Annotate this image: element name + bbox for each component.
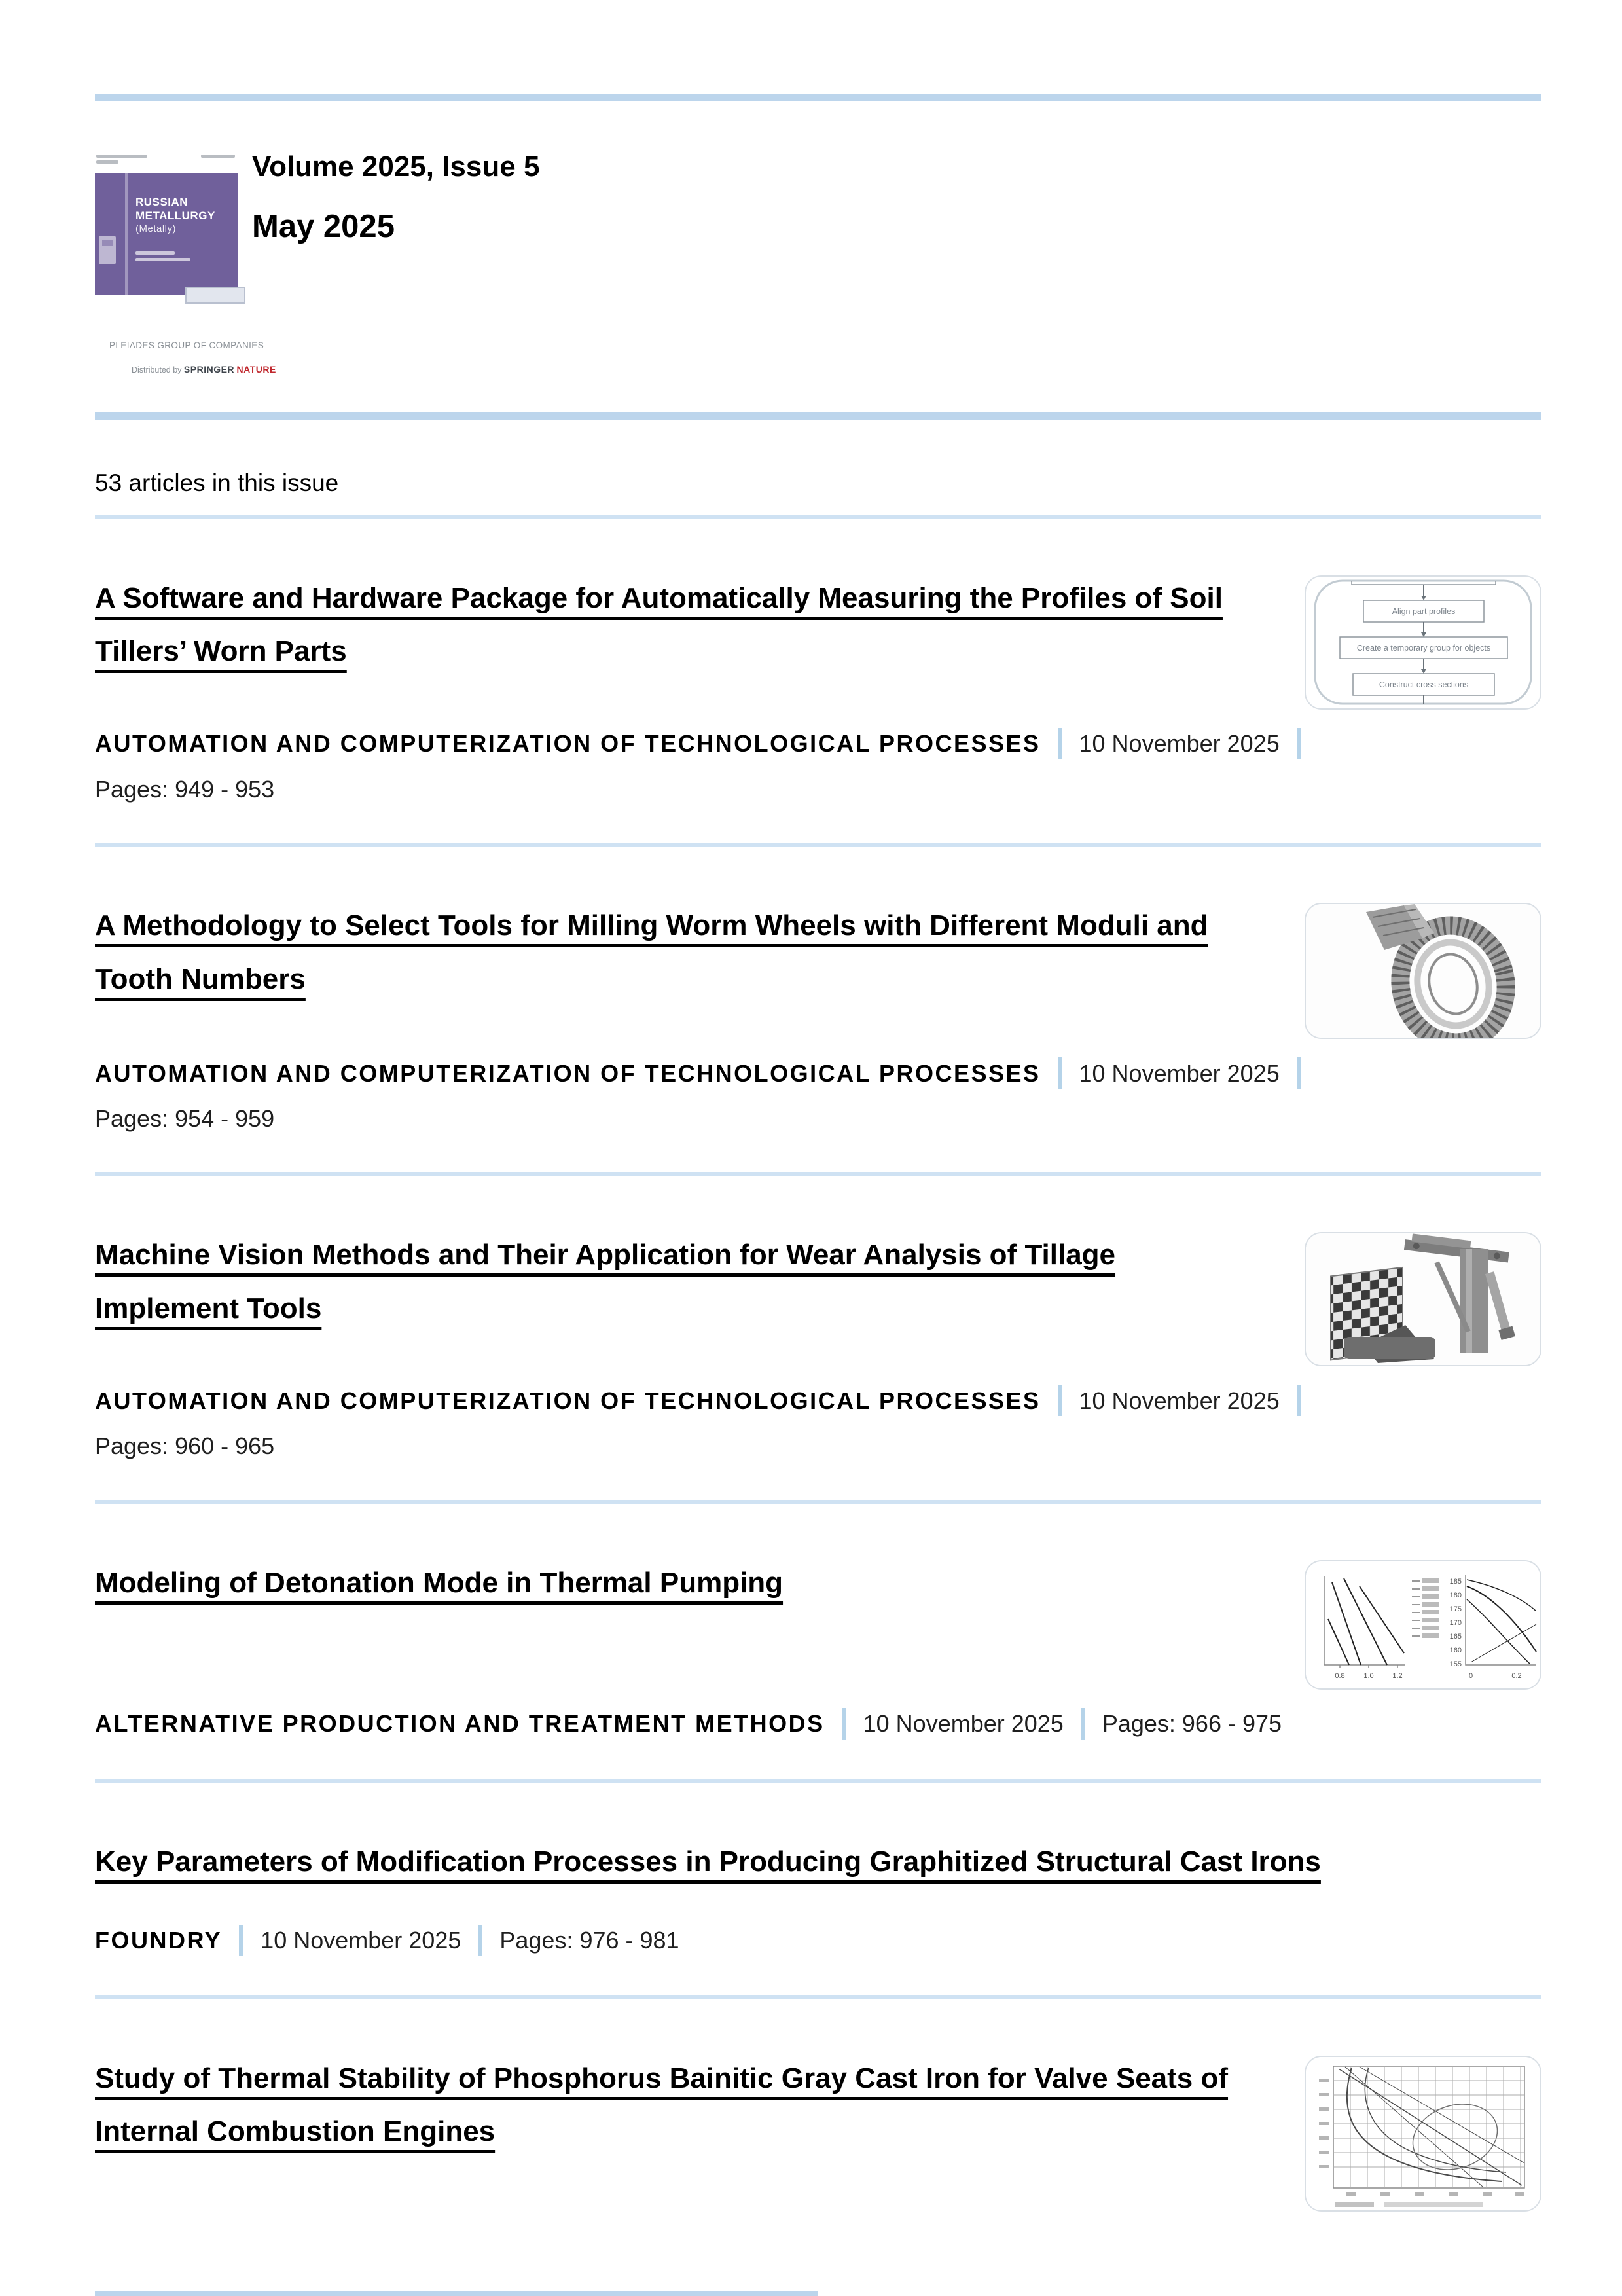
meta-separator: [1297, 1385, 1301, 1416]
cover-masthead-left: [96, 155, 147, 166]
meta-separator: [1297, 1057, 1301, 1089]
cover-editor-line: [135, 258, 190, 261]
publisher-group-row: [103, 335, 264, 355]
machine-vision-thumbnail-image: [1306, 1233, 1540, 1365]
springer-brand: SPRINGER: [183, 364, 235, 374]
article-category: AUTOMATION AND COMPUTERIZATION OF TECHNOLOGICAL PROCESSES: [95, 1059, 1041, 1087]
cover-masthead-text: [95, 134, 238, 173]
meta-separator: [478, 1925, 482, 1956]
article-meta: [95, 1708, 1541, 1740]
article-category: FOUNDRY: [95, 1927, 223, 1954]
article-count: 53 articles in this issue: [95, 469, 339, 496]
worm-gear-thumbnail-image: [1306, 904, 1540, 1038]
article-item: [95, 1176, 1541, 1499]
cover-column: [95, 134, 276, 374]
publisher-block: [95, 335, 276, 374]
article-list: [95, 519, 1541, 2269]
article-item: [95, 847, 1541, 1172]
article-meta: [95, 1925, 1541, 1956]
cover-spine: [125, 173, 128, 295]
x-tick: 1.2: [1392, 1671, 1403, 1680]
article-thumbnail[interactable]: [1305, 1560, 1541, 1690]
meta-separator: [1058, 1385, 1062, 1416]
bottom-accent-bar: [95, 2291, 818, 2296]
article-category: AUTOMATION AND COMPUTERIZATION OF TECHNOLOGICAL PROCESSES: [95, 1387, 1041, 1414]
article-category: AUTOMATION AND COMPUTERIZATION OF TECHNOLOGICAL PROCESSES: [95, 730, 1041, 757]
article-meta: [95, 728, 1541, 803]
top-accent-bar: [95, 94, 1541, 101]
cover-editor-line: [135, 251, 175, 255]
article-item: [95, 1783, 1541, 1995]
article-thumbnail[interactable]: [1305, 903, 1541, 1039]
cover-journal-title: RUSSIAN METALLURGY (Metally): [135, 196, 215, 234]
meta-separator: [239, 1925, 243, 1956]
distributed-by-label: Distributed by: [132, 365, 182, 374]
article-pages: Pages: 949 - 953: [95, 776, 275, 803]
article-date: 10 November 2025: [863, 1709, 1064, 1737]
flowchart-step-3: Construct cross sections: [1379, 680, 1469, 689]
y-tick: 170: [1449, 1618, 1462, 1627]
cover-masthead-right: [201, 155, 235, 166]
meta-separator: [842, 1708, 846, 1740]
y-tick: 165: [1449, 1632, 1462, 1641]
article-title-link[interactable]: Modeling of Detonation Mode in Thermal Pumping: [95, 1566, 784, 1599]
flowchart-thumbnail-image: [1306, 577, 1540, 708]
article-pages: Pages: 954 - 959: [95, 1105, 275, 1133]
article-date: 10 November 2025: [1079, 730, 1280, 757]
article-title-link[interactable]: A Software and Hardware Package for Automatically Measuring the Profiles of Soil Tillers’ Worn Parts: [95, 582, 1223, 668]
volume-issue-label: Volume 2025, Issue 5: [252, 151, 540, 183]
article-thumbnail[interactable]: [1305, 1232, 1541, 1366]
y-tick: 185: [1449, 1577, 1462, 1586]
article-title-link[interactable]: Machine Vision Methods and Their Application for Wear Analysis of Tillage Implement Tools: [95, 1239, 1116, 1324]
ttt-diagram-thumbnail-image: [1306, 2057, 1540, 2210]
article-meta: [95, 1057, 1541, 1133]
header-accent-bar: [95, 412, 1541, 420]
article-thumbnail[interactable]: [1305, 575, 1541, 710]
publisher-distributed-row: [103, 364, 276, 374]
article-title-link[interactable]: Study of Thermal Stability of Phosphorus Bainitic Gray Cast Iron for Valve Seats of Internal Combustion Engines: [95, 2062, 1229, 2148]
x-tick: 1.0: [1363, 1671, 1374, 1680]
y-tick: 160: [1449, 1646, 1462, 1654]
meta-separator: [1058, 1057, 1062, 1089]
issue-header: [95, 101, 1541, 412]
issue-month-label: May 2025: [252, 209, 395, 244]
y-tick: 155: [1449, 1660, 1462, 1668]
article-pages: Pages: 960 - 965: [95, 1432, 275, 1460]
article-pages: Pages: 966 - 975: [1102, 1709, 1282, 1737]
x-tick: 0: [1468, 1671, 1473, 1680]
cover-issn-tab: [185, 287, 245, 304]
cover-image: [95, 173, 238, 295]
issue-title-block: [252, 134, 539, 245]
journal-cover-link[interactable]: [95, 134, 238, 295]
article-thumbnail[interactable]: [1305, 2056, 1541, 2212]
article-item: [95, 1504, 1541, 1779]
article-category: ALTERNATIVE PRODUCTION AND TREATMENT METHODS: [95, 1709, 825, 1737]
article-title-link[interactable]: Key Parameters of Modification Processes in Producing Graphitized Structural Cast Irons: [95, 1845, 1321, 1878]
meta-separator: [1081, 1708, 1085, 1740]
article-item: [95, 519, 1541, 843]
article-date: 10 November 2025: [261, 1927, 461, 1954]
article-meta: [95, 1385, 1541, 1460]
x-tick: 0.2: [1511, 1671, 1522, 1680]
detonation-chart-thumbnail-image: [1306, 1561, 1540, 1688]
x-tick: 0.8: [1335, 1671, 1345, 1680]
article-title-link[interactable]: A Methodology to Select Tools for Milling Worm Wheels with Different Moduli and Tooth Numbers: [95, 909, 1208, 995]
meta-separator: [1297, 728, 1301, 759]
article-date: 10 November 2025: [1079, 1059, 1280, 1087]
article-item: [95, 1999, 1541, 2269]
article-pages: Pages: 976 - 981: [499, 1927, 679, 1954]
y-tick: 180: [1449, 1591, 1462, 1599]
article-date: 10 November 2025: [1079, 1387, 1280, 1414]
cover-publisher-emblem: [99, 236, 116, 264]
y-tick: 175: [1449, 1605, 1462, 1613]
nature-brand: NATURE: [236, 364, 276, 374]
publisher-group-label: PLEIADES GROUP OF COMPANIES: [109, 340, 264, 350]
meta-separator: [1058, 728, 1062, 759]
flowchart-step-2: Create a temporary group for objects: [1356, 644, 1491, 653]
flowchart-step-1: Align part profiles: [1392, 607, 1456, 616]
